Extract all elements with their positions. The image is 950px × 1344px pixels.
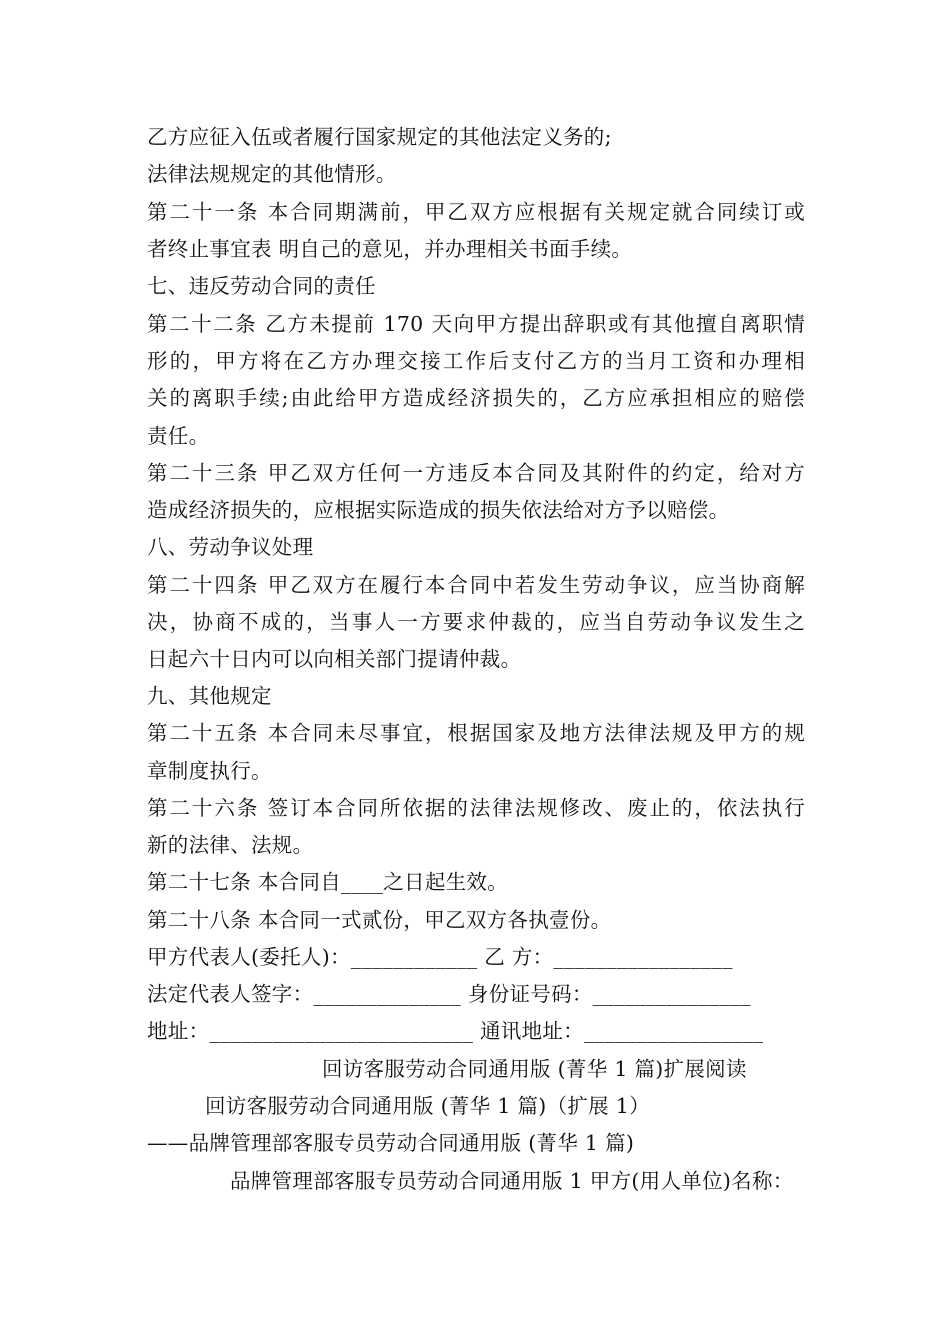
signature-line-address: 地址：_________________________ 通讯地址：_________________ [147, 1019, 764, 1043]
article-22-line-1: 第二十二条 乙方未提前 170 天向甲方提出辞职或有其他擅自离职情 [147, 312, 805, 336]
article-28: 第二十八条 本合同一式贰份，甲乙双方各执壹份。 [147, 908, 612, 932]
article-24-line-2: 决，协商不成的，当事人一方要求仲裁的，应当自劳动争议发生之 [147, 610, 805, 634]
article-24-line-1: 第二十四条 甲乙双方在履行本合同中若发生劳动争议，应当协商解 [147, 573, 805, 597]
section-heading-8: 八、劳动争议处理 [147, 535, 314, 559]
article-23-line-1: 第二十三条 甲乙双方任何一方违反本合同及其附件的约定，给对方 [147, 461, 805, 485]
section-heading-7: 七、违反劳动合同的责任 [147, 274, 376, 298]
article-24-line-3: 日起六十日内可以向相关部门提请仲裁。 [147, 647, 522, 671]
article-22-line-2: 形的，甲方将在乙方办理交接工作后支付乙方的当月工资和办理相 [147, 349, 805, 373]
article-26-line-1: 第二十六条 签订本合同所依据的法律法规修改、废止的，依法执行 [147, 796, 805, 820]
article-26-line-2: 新的法律、法规。 [147, 833, 314, 857]
extended-subtitle-2: ——品牌管理部客服专员劳动合同通用版 (菁华 1 篇) [147, 1131, 635, 1155]
text-line: 乙方应征入伍或者履行国家规定的其他法定义务的; [147, 125, 612, 149]
text-line: 法律法规规定的其他情形。 [147, 162, 397, 186]
signature-line-legal-rep: 法定代表人签字：______________ 身份证号码：_______________ [147, 982, 751, 1006]
article-23-line-2: 造成经济损失的，应根据实际造成的损失依法给对方予以赔偿。 [147, 498, 730, 522]
contract-header-line: 品牌管理部客服专员劳动合同通用版 1 甲方(用人单位)名称： [230, 1169, 794, 1193]
article-25-line-1: 第二十五条 本合同未尽事宜，根据国家及地方法律法规及甲方的规 [147, 721, 805, 745]
signature-line-party-a: 甲方代表人(委托人)：____________ 乙 方：_________________ [147, 945, 733, 969]
section-heading-9: 九、其他规定 [147, 684, 272, 708]
extended-reading-title: 回访客服劳动合同通用版 (菁华 1 篇)扩展阅读 [322, 1057, 747, 1081]
article-22-line-4: 责任。 [147, 424, 210, 448]
article-25-line-2: 章制度执行。 [147, 759, 272, 783]
article-22-line-3: 关的离职手续;由此给甲方造成经济损失的，乙方应承担相应的赔偿 [147, 386, 805, 410]
extended-subtitle-1: 回访客服劳动合同通用版 (菁华 1 篇)（扩展 1） [205, 1094, 650, 1118]
article-21-line-1: 第二十一条 本合同期满前，甲乙双方应根据有关规定就合同续订或 [147, 200, 805, 224]
article-27: 第二十七条 本合同自____之日起生效。 [147, 870, 509, 894]
article-21-line-2: 者终止事宜表 明自己的意见，并办理相关书面手续。 [147, 237, 633, 261]
